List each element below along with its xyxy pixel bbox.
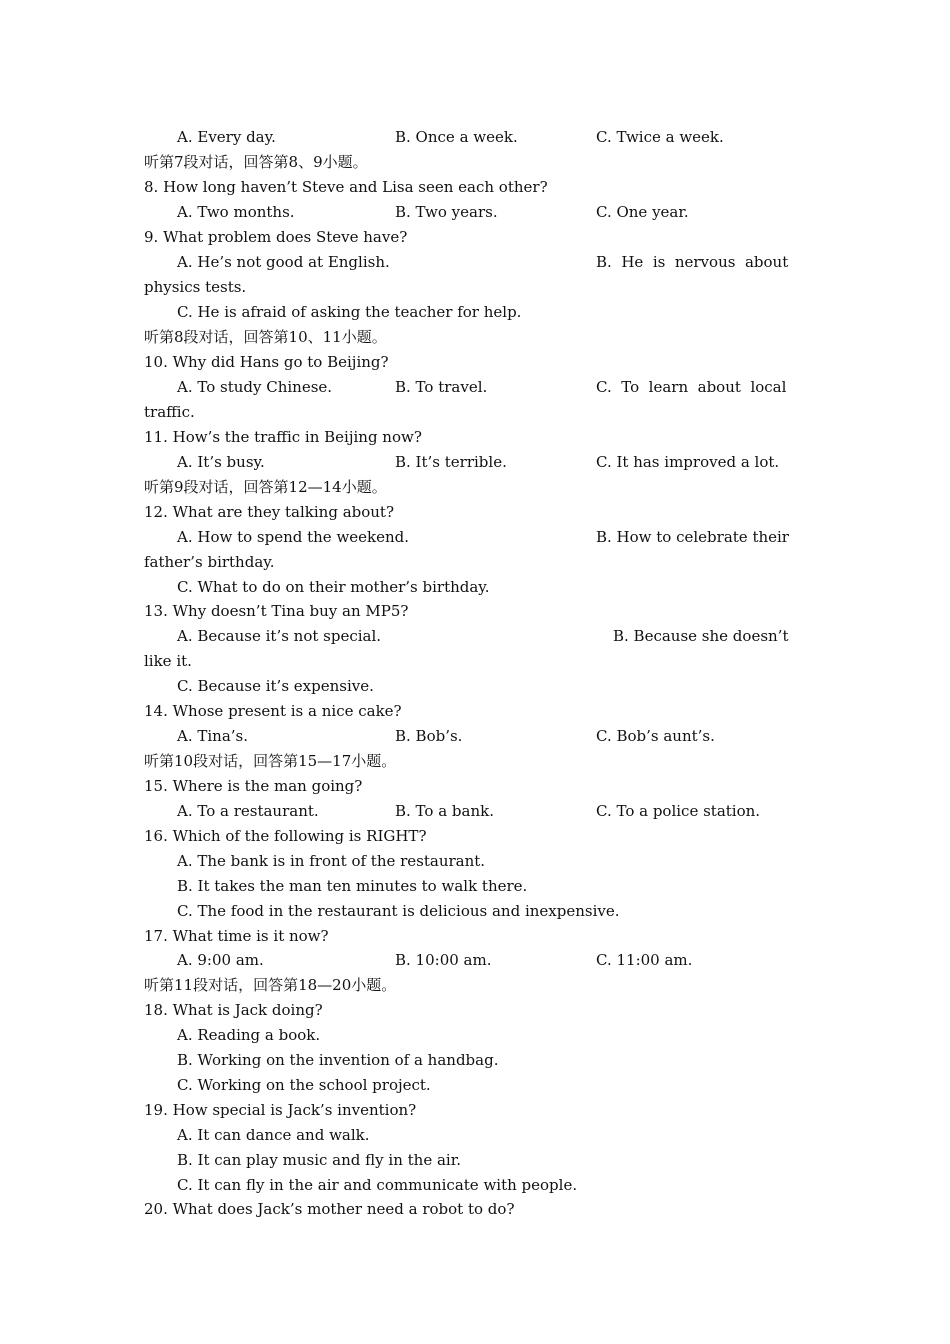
option-a: A. Reading a book. <box>177 1026 321 1044</box>
option-b: B. He is nervous about <box>596 253 789 271</box>
option-a: A. Every day. <box>177 128 276 146</box>
option-b-continued: father’s birthday. <box>144 553 275 571</box>
option-b: B. It takes the man ten minutes to walk there. <box>177 877 528 895</box>
section-heading: 听第8段对话，回答第10、11小题。 <box>144 328 387 346</box>
option-b-continued: physics tests. <box>144 278 247 296</box>
option-a: A. It’s busy. <box>177 453 265 471</box>
question-9: 9. What problem does Steve have? <box>144 228 408 246</box>
question-19: 19. How special is Jack’s invention? <box>144 1101 417 1119</box>
question-10: 10. Why did Hans go to Beijing? <box>144 353 389 371</box>
question-15: 15. Where is the man going? <box>144 777 363 795</box>
option-c: C. What to do on their mother’s birthday. <box>177 578 490 596</box>
question-17: 17. What time is it now? <box>144 927 329 945</box>
option-b: B. Because she doesn’t <box>613 627 789 645</box>
option-c: C. Working on the school project. <box>177 1076 431 1094</box>
option-b: B. It’s terrible. <box>395 453 507 471</box>
option-a: A. Tina’s. <box>177 727 249 745</box>
option-b: B. It can play music and fly in the air. <box>177 1151 461 1169</box>
option-a: A. How to spend the weekend. <box>177 528 410 546</box>
option-c: C. 11:00 am. <box>596 951 693 969</box>
option-c: C. It has improved a lot. <box>596 453 780 471</box>
option-c: C. To a police station. <box>596 802 761 820</box>
option-c: C. Twice a week. <box>596 128 724 146</box>
section-heading: 听第7段对话，回答第8、9小题。 <box>144 153 368 171</box>
option-c: C. To learn about local <box>596 378 787 396</box>
option-a: A. Two months. <box>177 203 295 221</box>
option-c-continued: traffic. <box>144 403 195 421</box>
question-13: 13. Why doesn’t Tina buy an MP5? <box>144 602 409 620</box>
option-c: C. Bob’s aunt’s. <box>596 727 715 745</box>
option-c: C. The food in the restaurant is delicious and inexpensive. <box>177 902 620 920</box>
option-a: A. The bank is in front of the restaurant. <box>177 852 486 870</box>
option-b: B. Two years. <box>395 203 498 221</box>
section-heading: 听第10段对话，回答第15—17小题。 <box>144 752 397 770</box>
option-b: B. To a bank. <box>395 802 494 820</box>
option-b: B. Working on the invention of a handbag. <box>177 1051 499 1069</box>
question-20: 20. What does Jack’s mother need a robot to do? <box>144 1200 515 1218</box>
question-18: 18. What is Jack doing? <box>144 1001 323 1019</box>
option-c: C. It can fly in the air and communicate with people. <box>177 1176 578 1194</box>
option-a: A. It can dance and walk. <box>177 1126 370 1144</box>
option-b: B. 10:00 am. <box>395 951 492 969</box>
option-c: C. He is afraid of asking the teacher for help. <box>177 303 522 321</box>
option-a: A. Because it’s not special. <box>177 627 382 645</box>
option-a: A. To a restaurant. <box>177 802 319 820</box>
option-b: B. Bob’s. <box>395 727 463 745</box>
option-a: A. To study Chinese. <box>177 378 333 396</box>
option-b: B. Once a week. <box>395 128 518 146</box>
section-heading: 听第11段对话，回答第18—20小题。 <box>144 976 397 994</box>
question-11: 11. How’s the traffic in Beijing now? <box>144 428 422 446</box>
option-a: A. He’s not good at English. <box>177 253 390 271</box>
question-8: 8. How long haven’t Steve and Lisa seen each other? <box>144 178 548 196</box>
question-16: 16. Which of the following is RIGHT? <box>144 827 427 845</box>
option-b-continued: like it. <box>144 652 192 670</box>
question-12: 12. What are they talking about? <box>144 503 394 521</box>
option-c: C. Because it’s expensive. <box>177 677 374 695</box>
option-b: B. To travel. <box>395 378 488 396</box>
option-a: A. 9:00 am. <box>177 951 264 969</box>
option-b: B. How to celebrate their <box>596 528 789 546</box>
option-c: C. One year. <box>596 203 689 221</box>
section-heading: 听第9段对话，回答第12—14小题。 <box>144 478 387 496</box>
question-14: 14. Whose present is a nice cake? <box>144 702 402 720</box>
